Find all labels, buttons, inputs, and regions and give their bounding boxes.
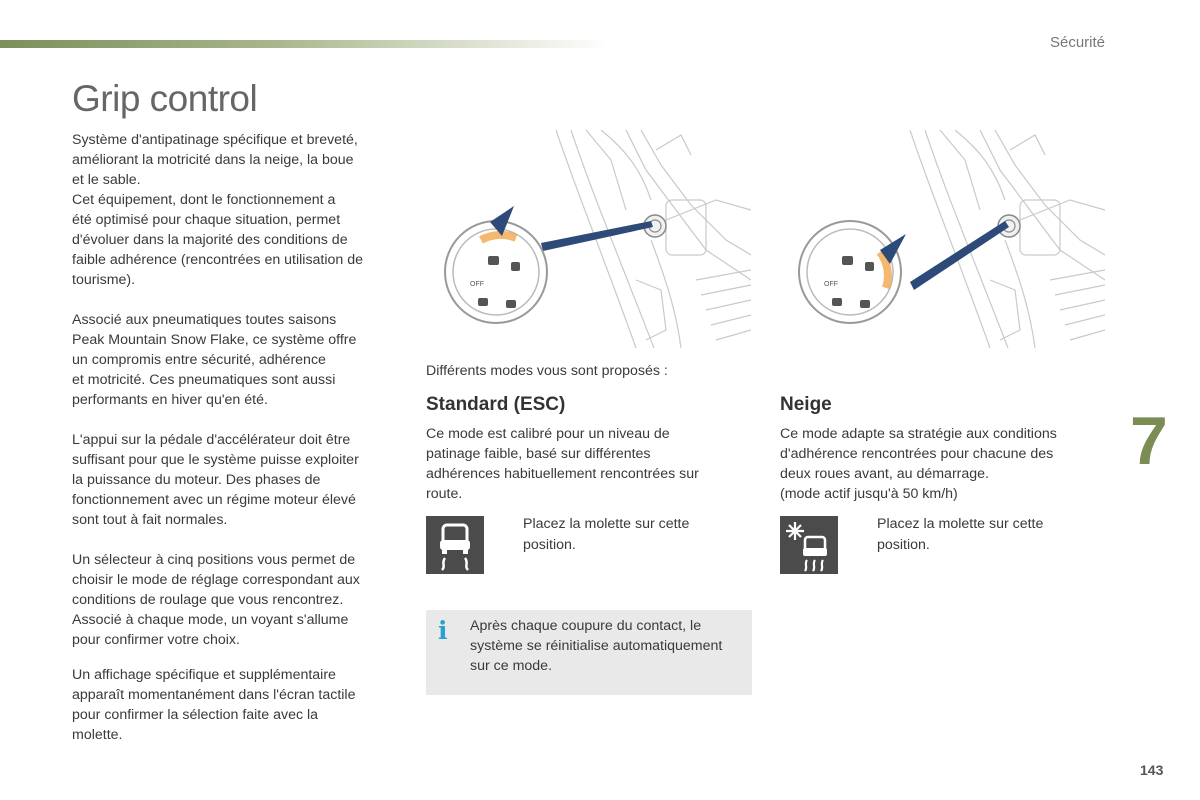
mode-snow-description: Ce mode adapte sa stratégie aux conditions d'adhérence rencontrées pour chacune des deux roues avant, au démarrage. (mode actif jusqu'à 50 km/h) xyxy=(780,426,1057,502)
figure-dial-standard xyxy=(426,130,751,348)
section-title: Sécurité xyxy=(1049,34,1105,51)
instruction-snow-text: Placez la molette sur cette position. xyxy=(877,516,1044,553)
mode-snow-title: Neige xyxy=(780,394,832,415)
info-icon: i xyxy=(438,616,448,645)
mode-standard-title: Standard (ESC) xyxy=(426,394,566,415)
svg-text:OFF: OFF xyxy=(824,281,838,288)
mode-standard-description: Ce mode est calibré pour un niveau de patinage faible, basé sur différentes adhérences habituellement rencontrées sur route. xyxy=(426,426,699,502)
instruction-snow xyxy=(780,514,1102,576)
esc-car-skid-icon xyxy=(426,516,484,574)
snowflake-car-icon xyxy=(780,516,838,574)
chapter-number: 7 xyxy=(1130,403,1168,479)
page-title: Grip control xyxy=(72,78,258,119)
figure-dial-snow xyxy=(780,130,1105,348)
svg-text:OFF: OFF xyxy=(470,281,484,288)
paragraph-accelerator: L'appui sur la pédale d'accélérateur doit être suffisant pour que le système puisse exploiter la puissance du moteur. Des phases de fonctionnement avec un régime moteur élevé sont tout à fait normales. xyxy=(72,432,359,528)
paragraph-display: Un affichage spécifique et supplémentaire apparaît momentanément dans l'écran tactile pour confirmer la sélection faite avec la molette. xyxy=(72,667,356,743)
console-dial-illustration xyxy=(426,130,751,348)
left-column xyxy=(72,130,394,745)
instruction-standard-text: Placez la molette sur cette position. xyxy=(523,516,690,553)
modes-intro: Différents modes vous sont proposés : xyxy=(426,363,668,379)
info-text: Après chaque coupure du contact, le système se réinitialise automatiquement sur ce mode. xyxy=(470,618,723,674)
paragraph-intro: Système d'antipatinage spécifique et breveté, améliorant la motricité dans la neige, la boue et le sable. Cet équipement, dont le fonctionnement a été optimisé pour chaque situation, permet d'évoluer dans la majorité des conditions de faible adhérence (rencontrées en utilisation de tourisme). xyxy=(72,132,364,288)
instruction-standard xyxy=(426,514,748,576)
mode-standard xyxy=(426,394,748,504)
console-dial-illustration xyxy=(780,130,1105,348)
mode-snow xyxy=(780,394,1102,504)
paragraph-selector: Un sélecteur à cinq positions vous permet de choisir le mode de réglage correspondant aux conditions de roulage que vous rencontrez. Associé à chaque mode, un voyant s'allume pour confirmer votre choix. xyxy=(72,552,360,648)
paragraph-tyres: Associé aux pneumatiques toutes saisons Peak Mountain Snow Flake, ce système offre un compromis entre sécurité, adhérence et motricité. Ces pneumatiques sont aussi performants en hiver qu'en été. xyxy=(72,312,357,408)
info-box xyxy=(426,610,752,695)
page-number: 143 xyxy=(1140,762,1164,778)
header-accent-bar xyxy=(0,40,610,48)
